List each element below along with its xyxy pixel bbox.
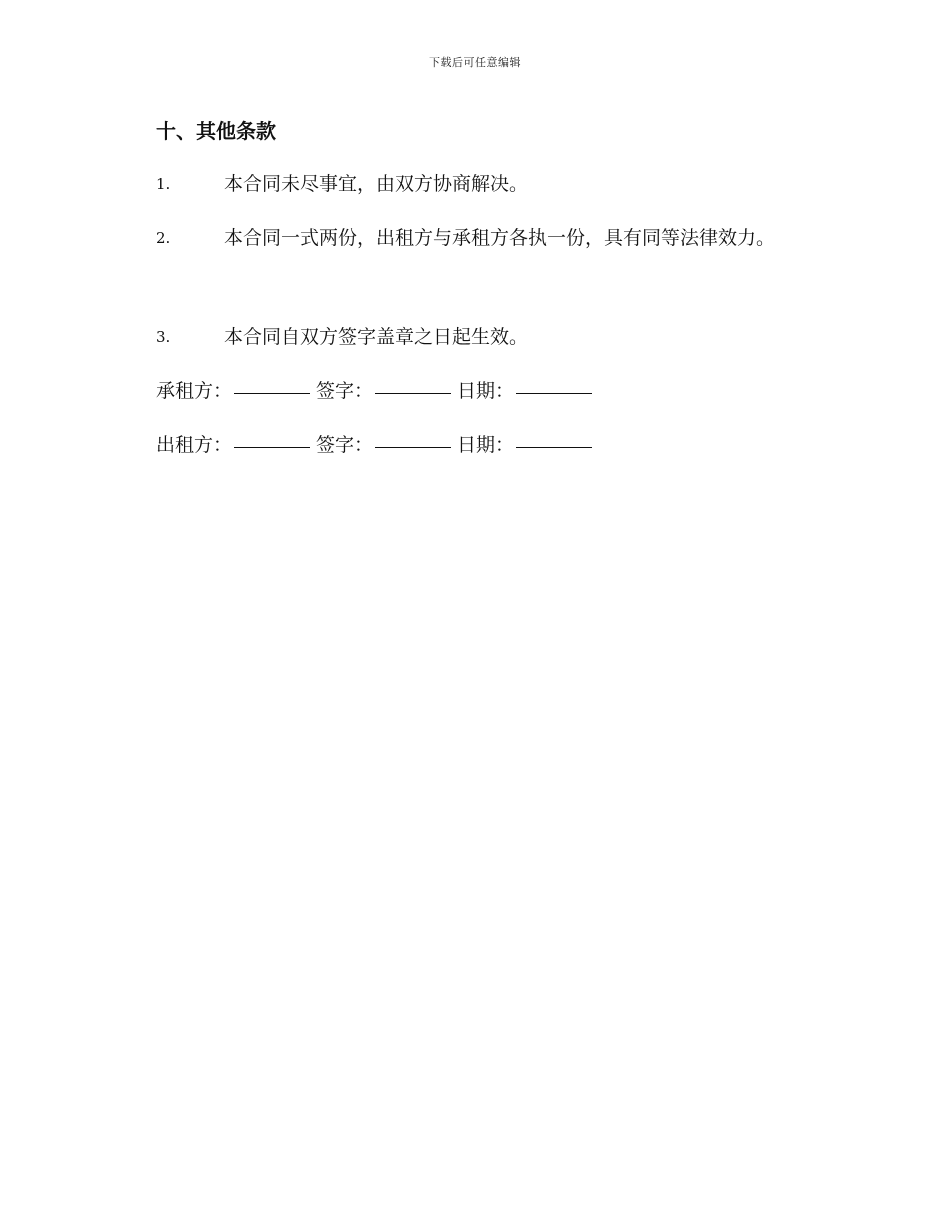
clause-item xyxy=(112,314,828,360)
party-label: 承租方： xyxy=(156,380,233,402)
clause-number: 3. xyxy=(156,328,171,346)
clause-number: 1. xyxy=(156,175,171,193)
clause-text: 本合同自双方签字盖章之日起生效。 xyxy=(224,326,529,348)
party-label: 出租方： xyxy=(156,434,233,456)
page-header-note: 下载后可任意编辑 xyxy=(429,56,521,69)
party-name-blank[interactable] xyxy=(234,427,310,448)
party-name-blank[interactable] xyxy=(234,373,310,394)
clause-text: 本合同一式两份，出租方与承租方各执一份，具有同等法律效力。 xyxy=(224,227,776,249)
date-blank[interactable] xyxy=(516,427,592,448)
section-title: 十、其他条款 xyxy=(156,119,276,143)
sign-label: 签字： xyxy=(316,380,374,402)
date-label: 日期： xyxy=(457,434,515,456)
date-blank[interactable] xyxy=(516,373,592,394)
signature-row-lessee xyxy=(156,368,598,414)
clause-item xyxy=(112,161,828,207)
signature-row-lessor xyxy=(156,422,598,468)
date-label: 日期： xyxy=(457,380,515,402)
sign-label: 签字： xyxy=(316,434,374,456)
clause-number: 2. xyxy=(156,229,171,247)
signature-blank[interactable] xyxy=(375,427,451,448)
clause-item xyxy=(112,215,828,261)
signature-blank[interactable] xyxy=(375,373,451,394)
clause-text: 本合同未尽事宜，由双方协商解决。 xyxy=(224,173,529,195)
